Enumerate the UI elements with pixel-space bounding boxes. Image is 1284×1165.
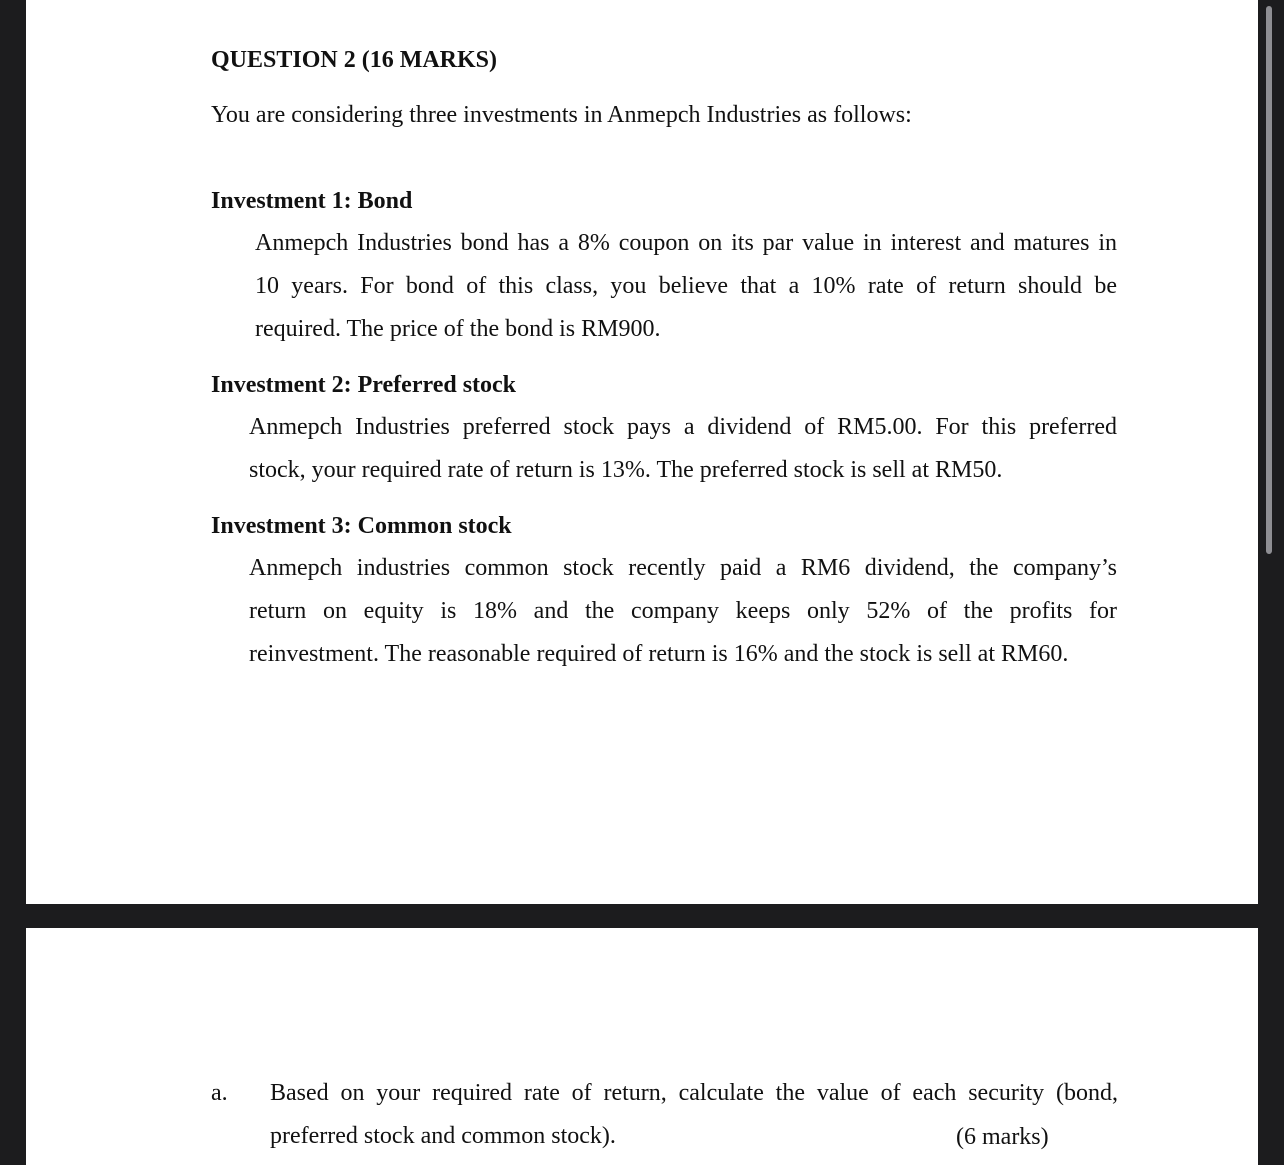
part-a-line-1: Based on your required rate of return, calculate the value of each security (bond, xyxy=(270,1080,1118,1106)
question-title: QUESTION 2 (16 MARKS) xyxy=(211,47,498,73)
investment-3-line-1: Anmepch industries common stock recently paid a RM6 dividend, the company’s xyxy=(249,555,1117,581)
part-a-marks: (6 marks) xyxy=(956,1124,1049,1150)
investment-3-line-2: return on equity is 18% and the company keeps only 52% of the profits for xyxy=(249,598,1117,624)
investment-2-line-1: Anmepch Industries preferred stock pays a dividend of RM5.00. For this preferred xyxy=(249,414,1117,440)
part-a-marker: a. xyxy=(211,1080,228,1106)
investment-3-heading: Investment 3: Common stock xyxy=(211,513,512,539)
document-page-2 xyxy=(26,928,1258,1165)
scrollbar-thumb[interactable] xyxy=(1266,6,1272,554)
investment-2-description xyxy=(249,406,1117,492)
vertical-scrollbar[interactable] xyxy=(1262,0,1276,1165)
investment-2-heading: Investment 2: Preferred stock xyxy=(211,372,517,398)
part-a-line-2: preferred stock and common stock). xyxy=(270,1123,616,1149)
investment-1-description xyxy=(255,222,1117,351)
document-page-1 xyxy=(26,0,1258,904)
investment-1-line-2: 10 years. For bond of this class, you believe that a 10% rate of return should be xyxy=(255,273,1117,299)
investment-1-line-3: required. The price of the bond is RM900. xyxy=(255,316,661,342)
investment-3-line-3: reinvestment. The reasonable required of return is 16% and the stock is sell at RM60. xyxy=(249,641,1069,667)
investment-2-line-2: stock, your required rate of return is 13%. The preferred stock is sell at RM50. xyxy=(249,457,1003,483)
question-intro: You are considering three investments in Anmepch Industries as follows: xyxy=(211,102,912,128)
investment-1-line-1: Anmepch Industries bond has a 8% coupon on its par value in interest and matures in xyxy=(255,230,1117,256)
investment-3-description xyxy=(249,547,1117,676)
investment-1-heading: Investment 1: Bond xyxy=(211,188,413,214)
